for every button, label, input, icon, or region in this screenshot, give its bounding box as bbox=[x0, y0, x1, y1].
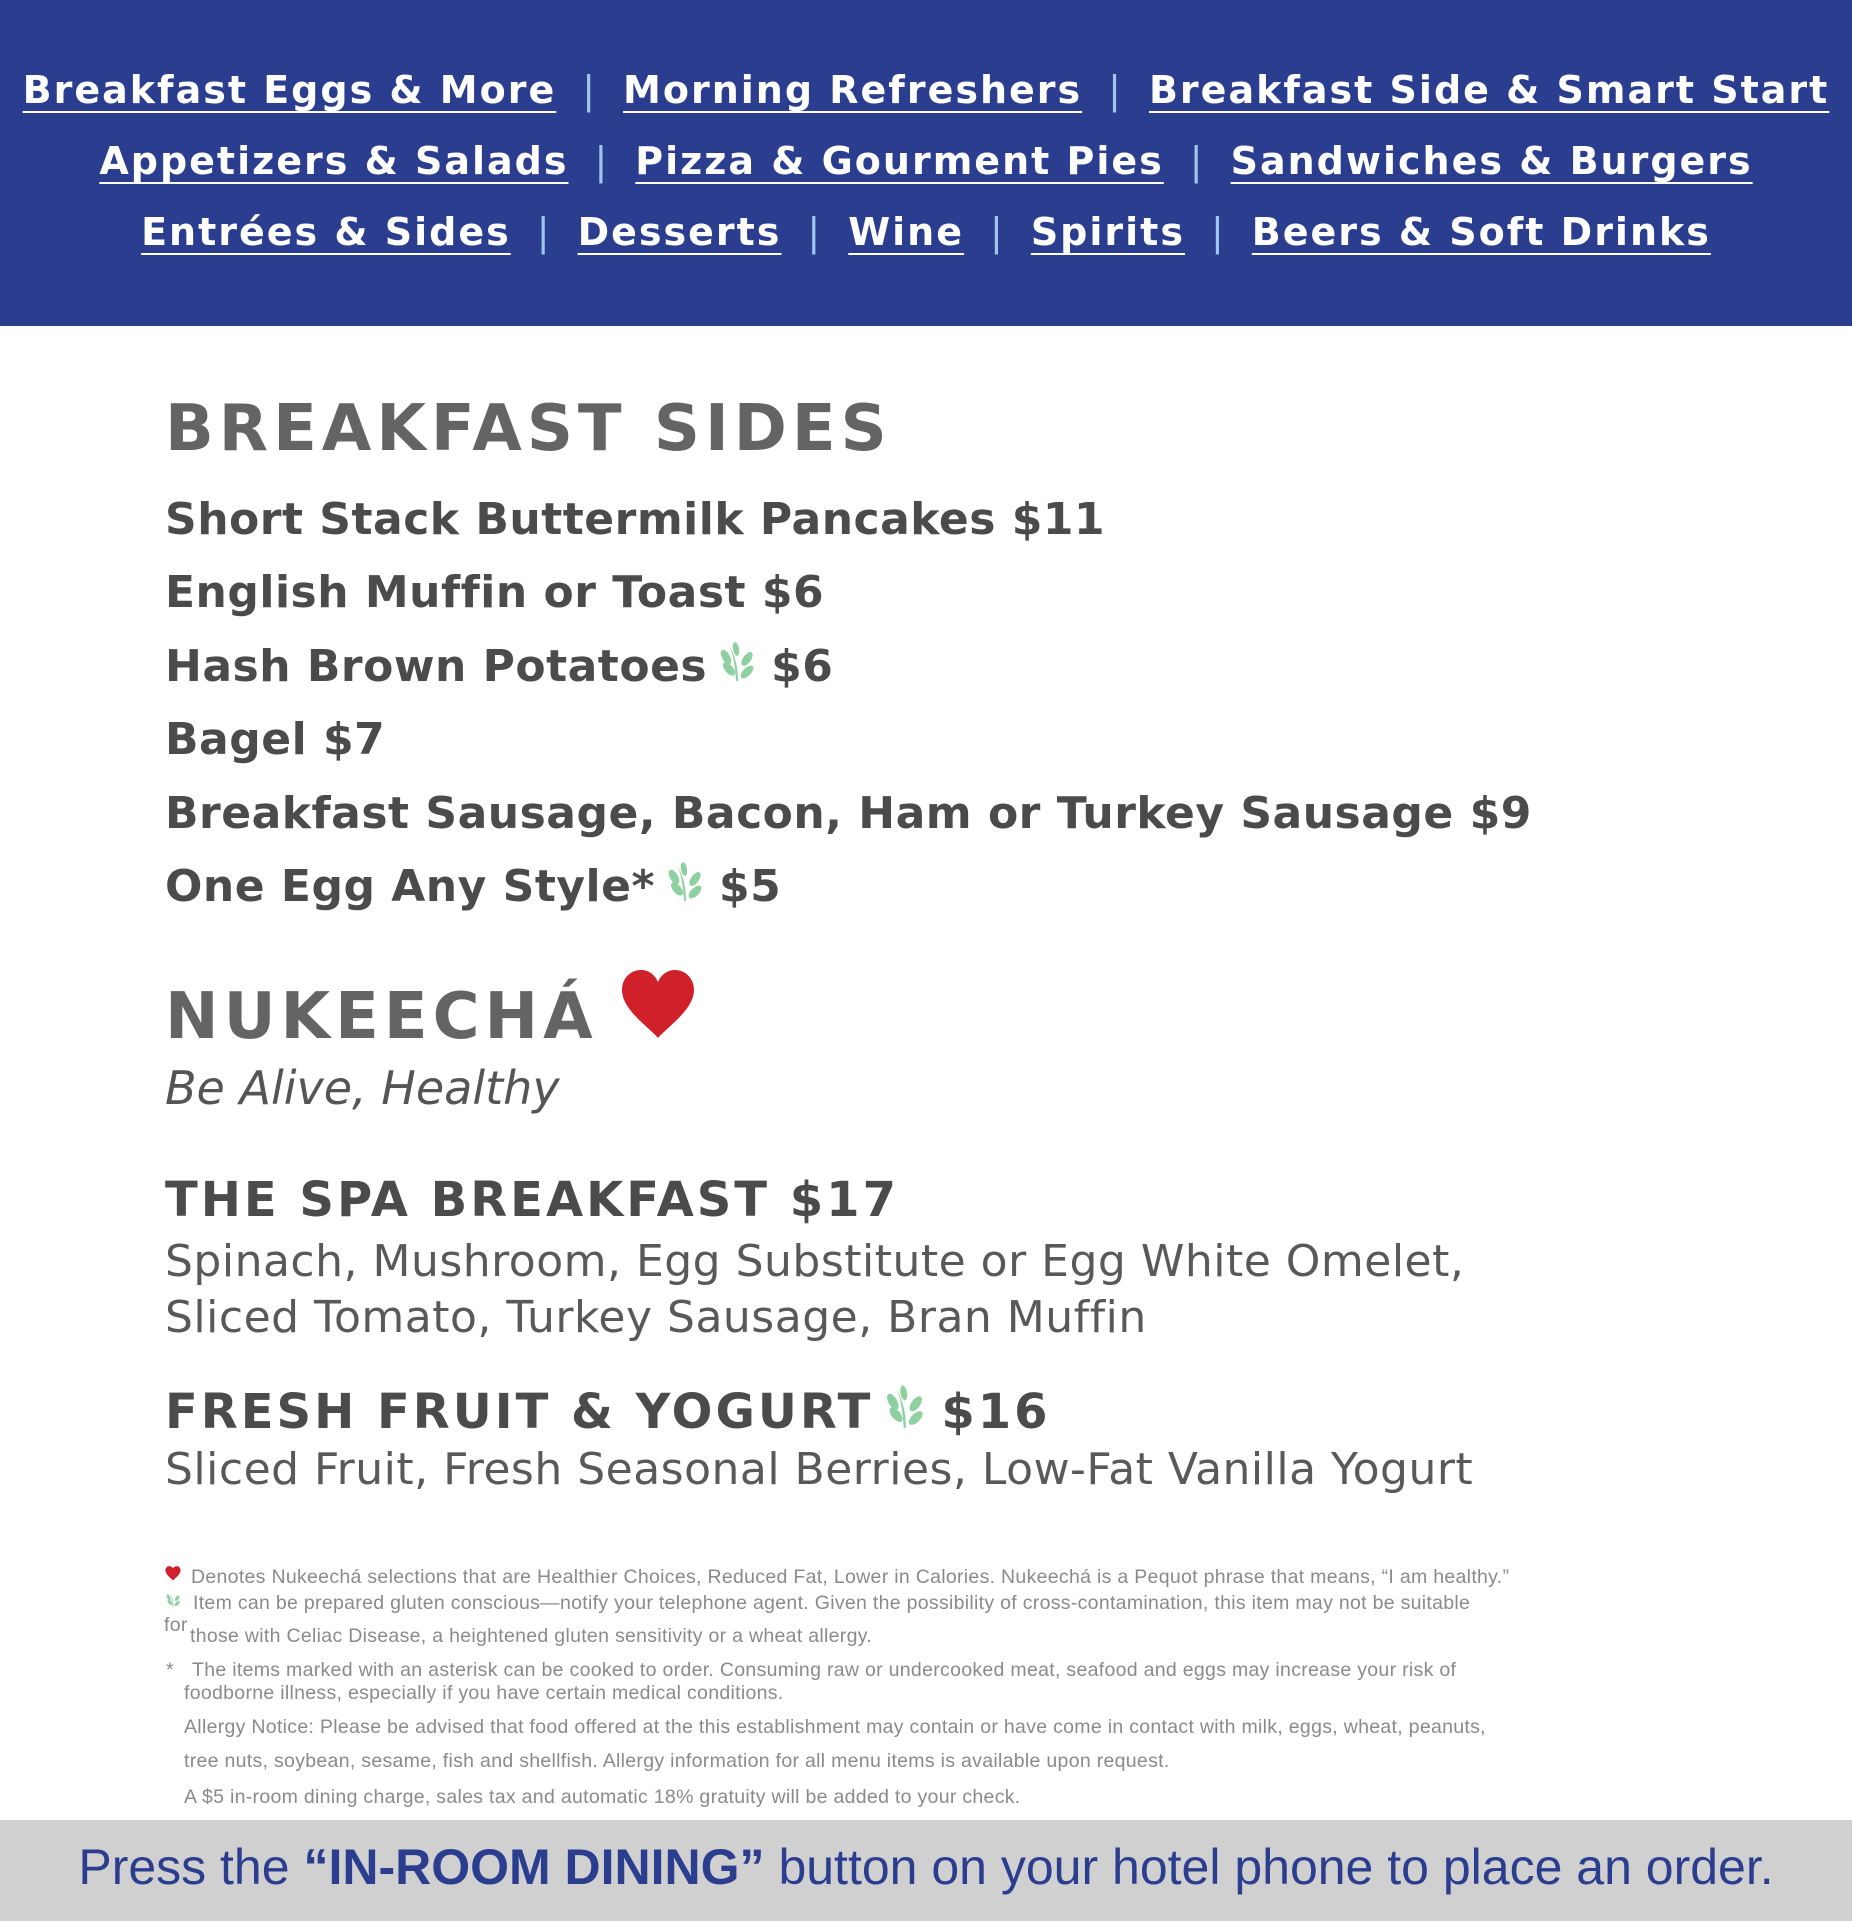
wheat-leaf-icon bbox=[665, 859, 709, 914]
item-name: Bagel bbox=[165, 714, 308, 765]
menu-item bbox=[165, 788, 1532, 839]
nav-link-sandwiches[interactable]: Sandwiches & Burgers bbox=[1230, 139, 1753, 183]
item-price: $7 bbox=[322, 714, 386, 765]
nav-link-wine[interactable]: Wine bbox=[848, 210, 964, 254]
item-price: $6 bbox=[761, 567, 825, 618]
nav-separator: | bbox=[536, 210, 552, 254]
footnote-allergy: Allergy Notice: Please be advised that food offered at the this establishment may contain or have come in contact with milk, eggs, wheat, peanuts, bbox=[184, 1716, 1486, 1738]
menu-item bbox=[165, 861, 781, 914]
order-instructions: Press the “IN-ROOM DINING” button on your hotel phone to place an order. bbox=[78, 1839, 1774, 1895]
nav-separator: | bbox=[807, 210, 823, 254]
order-banner bbox=[0, 1820, 1852, 1921]
nav-link-breakfast-eggs[interactable]: Breakfast Eggs & More bbox=[22, 68, 557, 112]
nav-row-1 bbox=[0, 68, 1852, 112]
nav-separator: | bbox=[1108, 68, 1123, 112]
dish-name: THE SPA BREAKFAST bbox=[165, 1172, 771, 1228]
footnote-charge: A $5 in-room dining charge, sales tax and automatic 18% gratuity will be added to your check. bbox=[184, 1786, 1021, 1808]
section-title-breakfast-sides: BREAKFAST SIDES bbox=[165, 392, 892, 466]
menu-item bbox=[165, 641, 833, 694]
footnote-asterisk-mark: * bbox=[166, 1659, 174, 1681]
item-name: Breakfast Sausage, Bacon, Ham or Turkey Sausage bbox=[165, 788, 1454, 839]
item-price: $5 bbox=[718, 861, 782, 912]
section-title-nukeecha bbox=[165, 980, 696, 1056]
heart-icon bbox=[165, 1564, 181, 1587]
item-name: One Egg Any Style* bbox=[165, 861, 655, 912]
nav-row-2 bbox=[0, 139, 1852, 183]
nav-separator: | bbox=[1189, 139, 1205, 183]
dish-title bbox=[165, 1384, 1051, 1442]
heart-icon bbox=[620, 970, 696, 1056]
nukeecha-tagline: Be Alive, Healthy bbox=[165, 1061, 560, 1115]
wheat-leaf-icon bbox=[717, 639, 761, 694]
dish-description: Sliced Tomato, Turkey Sausage, Bran Muffin bbox=[165, 1292, 1147, 1343]
dish-price: $16 bbox=[941, 1384, 1051, 1440]
item-price: $6 bbox=[771, 641, 834, 692]
wheat-leaf-icon bbox=[883, 1382, 931, 1442]
nav-link-spirits[interactable]: Spirits bbox=[1030, 210, 1185, 254]
category-nav bbox=[0, 0, 1852, 326]
nav-link-desserts[interactable]: Desserts bbox=[577, 210, 782, 254]
dish-description: Spinach, Mushroom, Egg Substitute or Egg White Omelet, bbox=[165, 1236, 1465, 1287]
footnote-allergy-cont: tree nuts, soybean, sesame, fish and shellfish. Allergy information for all menu items is available upon request. bbox=[184, 1750, 1170, 1772]
menu-item bbox=[165, 494, 1105, 545]
footnote-gluten-prefix: for bbox=[164, 1614, 188, 1636]
footnote-gluten: Item can be prepared gluten conscious—notify your telephone agent. Given the possibility of cross-contamination, this item may not be suitable bbox=[165, 1592, 1470, 1615]
item-name: English Muffin or Toast bbox=[165, 567, 747, 618]
in-room-dining-label: “IN-ROOM DINING” bbox=[303, 1839, 765, 1895]
nav-link-entrees[interactable]: Entrées & Sides bbox=[141, 210, 511, 254]
nav-row-3 bbox=[0, 210, 1852, 254]
footnote-asterisk-cont: foodborne illness, especially if you have certain medical conditions. bbox=[184, 1682, 784, 1704]
dish-description: Sliced Fruit, Fresh Seasonal Berries, Low-Fat Vanilla Yogurt bbox=[165, 1444, 1474, 1495]
nukeecha-title: NUKEECHÁ bbox=[165, 980, 598, 1054]
wheat-leaf-icon bbox=[165, 1590, 183, 1614]
nav-link-breakfast-side[interactable]: Breakfast Side & Smart Start bbox=[1148, 68, 1830, 112]
nav-link-pizza[interactable]: Pizza & Gourment Pies bbox=[635, 139, 1164, 183]
item-price: $11 bbox=[1011, 494, 1106, 545]
dish-name: FRESH FRUIT & YOGURT bbox=[165, 1384, 874, 1440]
nav-link-morning-refreshers[interactable]: Morning Refreshers bbox=[623, 68, 1083, 112]
nav-separator: | bbox=[594, 139, 610, 183]
footnote-asterisk: The items marked with an asterisk can be cooked to order. Consuming raw or undercooked meat, seafood and eggs may increase your risk of bbox=[192, 1659, 1457, 1681]
nav-separator: | bbox=[582, 68, 598, 112]
nav-separator: | bbox=[1210, 210, 1226, 254]
dish-price: $17 bbox=[789, 1172, 899, 1228]
footnote-gluten-cont: those with Celiac Disease, a heightened gluten sensitivity or a wheat allergy. bbox=[190, 1625, 873, 1647]
dish-title bbox=[165, 1172, 899, 1228]
nav-link-appetizers[interactable]: Appetizers & Salads bbox=[99, 139, 569, 183]
nav-separator: | bbox=[990, 210, 1005, 254]
item-name: Hash Brown Potatoes bbox=[165, 641, 708, 692]
menu-item bbox=[165, 714, 385, 765]
footnote-heart: Denotes Nukeechá selections that are Healthier Choices, Reduced Fat, Lower in Calories. Nukeechá is a Pequot phrase that means, “I am healthy.” bbox=[165, 1566, 1509, 1589]
item-name: Short Stack Buttermilk Pancakes bbox=[165, 494, 996, 545]
menu-item bbox=[165, 567, 824, 618]
item-price: $9 bbox=[1469, 788, 1532, 839]
nav-link-beers[interactable]: Beers & Soft Drinks bbox=[1251, 210, 1711, 254]
